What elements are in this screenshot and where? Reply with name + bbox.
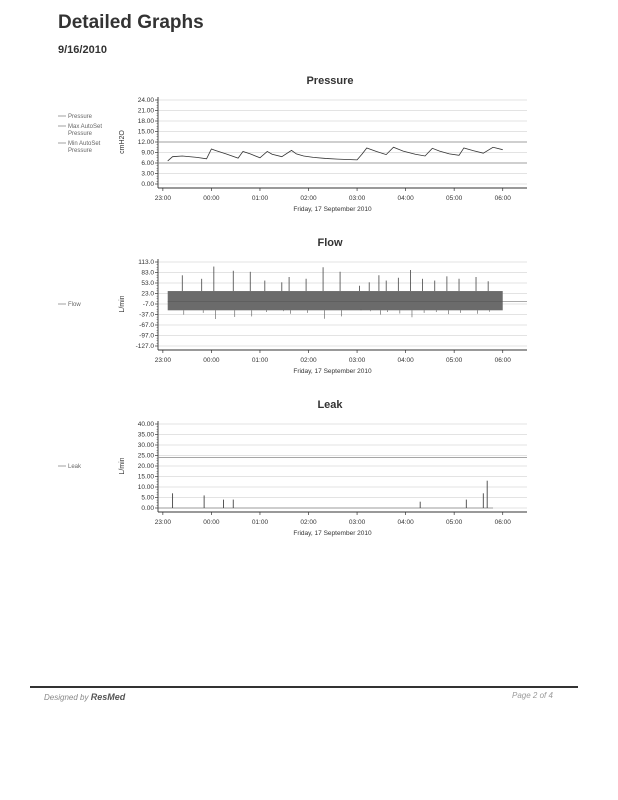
y-tick-label: 21.00 [137,107,154,115]
pressure-chart [0,70,618,220]
y-tick-label: 30.00 [137,442,154,450]
x-tick-label: 05:00 [446,357,463,364]
y-tick-label: 23.0 [141,290,154,298]
x-tick-label: 23:00 [154,519,171,526]
page-number: Page 2 of 4 [512,691,553,700]
footer-divider [30,686,578,688]
chart-title: Flow [317,237,343,249]
y-tick-label: 10.00 [137,484,154,492]
x-tick-label: 05:00 [446,195,463,202]
legend-entry: Leak [68,464,82,470]
y-tick-label: -37.0 [139,311,154,319]
y-tick-label: 6.00 [141,160,154,168]
chart-title: Leak [317,399,343,411]
y-tick-label: -7.0 [142,301,154,309]
legend-entry: Pressure [68,131,93,137]
x-tick-label: 23:00 [154,357,171,364]
x-tick-label: 00:00 [203,357,220,364]
y-tick-label: 3.00 [141,170,154,178]
y-axis-label: L/min [119,457,126,475]
x-tick-label: 06:00 [494,195,511,202]
x-tick-label: 02:00 [300,357,317,364]
legend-entry: Max AutoSet [68,124,103,130]
x-tick-label: 06:00 [494,357,511,364]
x-tick-label: 05:00 [446,519,463,526]
flow-band [168,291,503,310]
x-tick-label: 23:00 [154,195,171,202]
series-line [168,147,503,161]
x-tick-label: 04:00 [397,195,414,202]
chart-title: Pressure [306,75,354,87]
y-tick-label: -127.0 [135,343,154,351]
y-tick-label: 9.00 [141,149,154,157]
resmed-logo: ResMed [90,692,126,702]
x-tick-label: 04:00 [397,519,414,526]
y-tick-label: 35.00 [137,431,154,439]
y-axis-label: cmH2O [119,130,126,154]
x-tick-label: 02:00 [300,519,317,526]
x-tick-label: 00:00 [203,519,220,526]
legend-entry: Pressure [68,114,93,120]
x-axis-label: Friday, 17 September 2010 [293,530,372,537]
y-tick-label: -67.0 [139,322,154,330]
x-tick-label: 01:00 [251,195,269,202]
y-tick-label: 15.00 [137,473,154,481]
y-tick-label: 0.00 [141,505,154,513]
legend-entry: Flow [68,302,81,308]
footer-credit [44,692,125,702]
y-tick-label: 83.0 [141,269,154,277]
x-tick-label: 03:00 [348,519,366,526]
x-axis-label: Friday, 17 September 2010 [293,368,372,375]
y-tick-label: 15.00 [137,128,154,136]
y-tick-label: 12.00 [137,139,154,147]
leak-chart [0,394,618,544]
x-tick-label: 03:00 [348,195,366,202]
legend-entry: Min AutoSet [68,141,101,147]
y-tick-label: 113.0 [138,259,154,267]
x-tick-label: 00:00 [203,195,220,202]
x-tick-label: 01:00 [251,519,269,526]
designed-by-text: Designed by [44,693,89,702]
y-tick-label: 5.00 [141,494,154,502]
flow-chart [0,232,618,382]
page-title: Detailed Graphs [58,12,204,33]
y-tick-label: 40.00 [137,421,154,429]
x-tick-label: 01:00 [251,357,269,364]
y-tick-label: 25.00 [137,452,154,460]
x-tick-label: 06:00 [494,519,511,526]
y-tick-label: -97.0 [139,332,154,340]
y-tick-label: 24.00 [137,97,154,105]
report-date: 9/16/2010 [58,44,107,56]
y-axis-label: L/min [119,295,126,313]
y-tick-label: 0.00 [141,181,154,189]
x-axis-label: Friday, 17 September 2010 [293,206,372,213]
y-tick-label: 20.00 [137,463,154,471]
y-tick-label: 18.00 [137,118,154,126]
x-tick-label: 03:00 [348,357,366,364]
x-tick-label: 02:00 [300,195,317,202]
legend-entry: Pressure [68,148,93,154]
x-tick-label: 04:00 [397,357,414,364]
y-tick-label: 53.0 [141,280,154,288]
